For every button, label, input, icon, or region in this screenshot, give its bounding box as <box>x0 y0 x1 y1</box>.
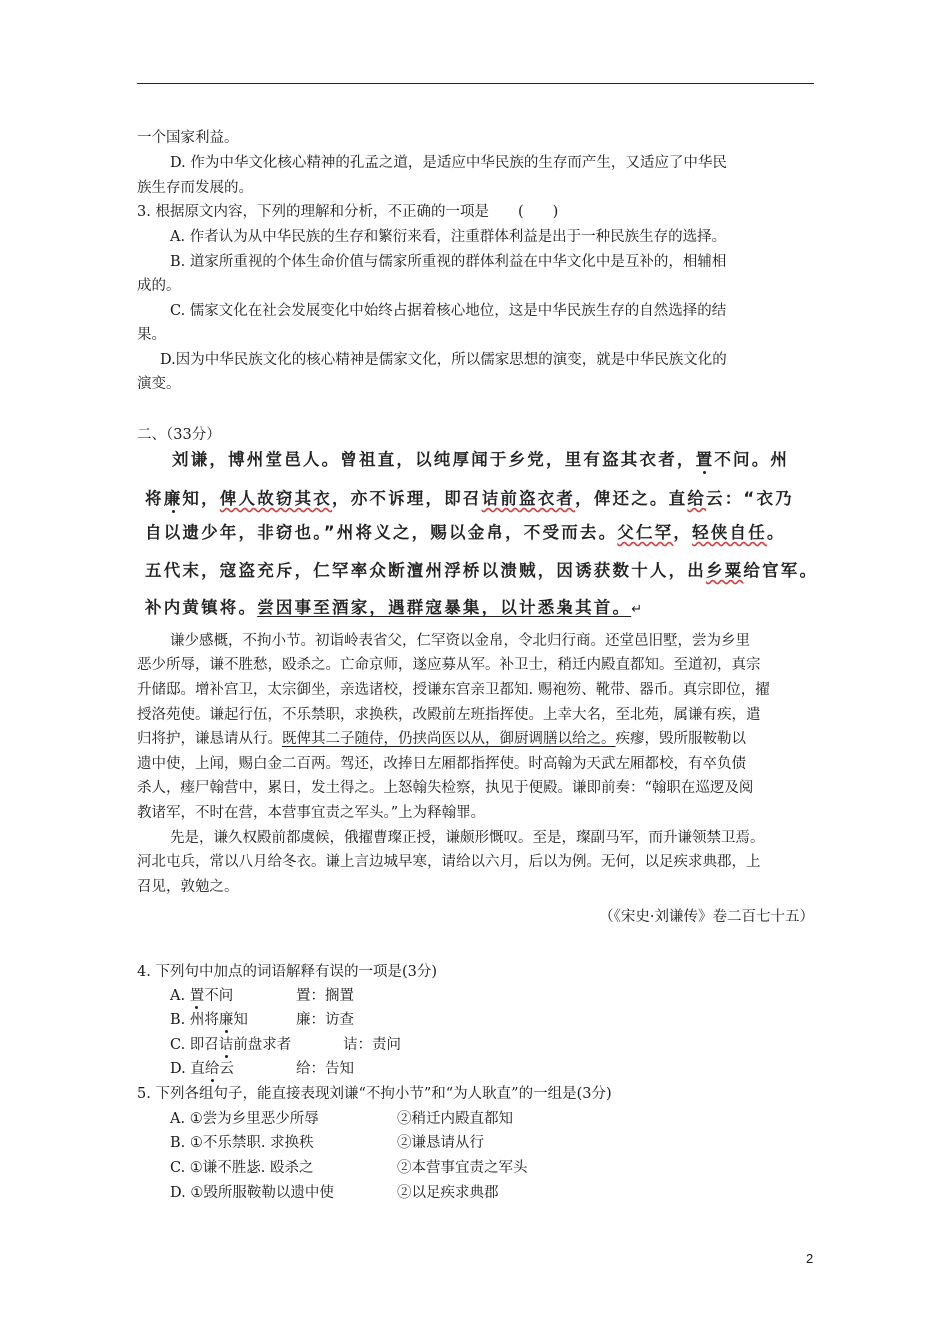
option-phrase <box>190 1037 292 1053</box>
question-3-stem: 3. 根据原文内容，下列的理解和分析，不正确的一项是 ( ) <box>137 204 559 220</box>
handwritten-line-3 <box>145 519 786 543</box>
phrase-text: 不问 <box>204 988 234 1004</box>
para-line: 教诸军，不时在营，本营事宜责之军头。”上为释翰罪。 <box>137 805 486 821</box>
phrase-text: 即召 <box>189 1037 219 1053</box>
q3-option-b: B. 道家所重视的个体生命价值与儒家所重视的群体利益在中华文化中是互补的，相辅相 <box>170 254 727 270</box>
wavy-underline-text: 俾人故窃其衣 <box>219 489 333 508</box>
dotted-char: 诘 <box>218 1037 234 1053</box>
option-right: ②以足疾求典郡 <box>397 1185 499 1201</box>
q4-option-b <box>170 1008 354 1032</box>
hw-text: 。 <box>766 523 786 542</box>
option-label: B. <box>170 1012 186 1028</box>
dotted-char: 置 <box>189 988 205 1004</box>
phrase-text: 直 <box>190 1061 205 1077</box>
q5-option-a <box>170 1107 513 1131</box>
underlined-text: 尝因事至酒家，遇群寇暴集，以计悉枭其首。 <box>257 598 632 617</box>
wavy-underline-text: 父仁罕 <box>617 523 674 542</box>
text-line: 一个国家利益。 <box>137 130 239 146</box>
q3-option-d-cont: 演变。 <box>137 376 181 392</box>
option-right: ②谦恳请从行 <box>397 1135 484 1151</box>
source-citation: （《宋史·刘谦传》卷二百七十五） <box>599 909 814 925</box>
phrase-text: 云 <box>219 1061 234 1077</box>
dotted-char: 置 <box>695 450 715 469</box>
option-gloss: 诘：责问 <box>343 1037 401 1053</box>
para-line <box>137 727 746 751</box>
para-line: 河北屯兵，常以八月给冬衣。谦上言边城早寒，请给以六月，后以为例。无何，以足疾求典郡，上 <box>137 854 761 870</box>
q4-option-a <box>170 984 354 1008</box>
option-gloss: 廉：访查 <box>296 1012 354 1028</box>
page-number: 2 <box>806 1251 814 1266</box>
option-gloss: 给：告知 <box>296 1061 354 1077</box>
question-5-stem: 5. 下列各组句子，能直接表现刘谦“不拘小节”和“为人耿直”的一组是(3分) <box>137 1086 612 1102</box>
header-rule <box>137 83 814 84</box>
dotted-char: 给 <box>204 1061 220 1077</box>
option-label: C. <box>170 1037 186 1053</box>
option-phrase <box>190 1061 234 1077</box>
para-text: 归将护，谦恳请从行。 <box>137 731 282 747</box>
handwritten-line-5 <box>145 594 644 618</box>
q5-option-b <box>170 1131 484 1155</box>
hw-text: ， <box>673 523 693 542</box>
option-label: D. <box>170 1061 186 1077</box>
hw-text: 知， <box>182 489 220 508</box>
option-label: A. <box>170 988 186 1004</box>
option-left: D. ①毁所服鞍勒以遗中使 <box>170 1185 334 1201</box>
return-mark: ↵ <box>631 602 645 617</box>
para-line: 恶少所辱，谦不胜愁，殴杀之。亡命京师，遂应募从军。补卫士，稍迁内殿直都知。至道初，真宗 <box>137 657 761 673</box>
q3-option-a: A. 作者认为从中华民族的生存和繁衍来看，注重群体利益是出于一种民族生存的选择。 <box>170 229 727 245</box>
hw-text: ，俾还之。直 <box>575 489 688 508</box>
underlined-sentence: 既俾其二子随侍，仍挟尚医以从，御厨调膳以给之。 <box>282 731 616 747</box>
hw-text: 五代末，寇盗充斥，仁罕率众断澶州浮桥以溃贼，因诱获数十人，出 <box>145 561 706 580</box>
wavy-underline-text: 给 <box>687 489 707 508</box>
wavy-underline-text: 乡粟 <box>706 561 744 580</box>
hw-text: ，亦不诉理，即召 <box>332 489 482 508</box>
phrase-text: 州将 <box>189 1012 219 1028</box>
handwritten-line-4 <box>145 557 818 581</box>
para-line: 召见，敦勉之。 <box>137 879 239 895</box>
para-line: 谦少感概，不拘小节。初诣岭表省父，仁罕资以金帛，令北归行商。还堂邑旧墅，尝为乡里 <box>170 633 750 649</box>
para-line: 杀人，瘗尸翰营中，累日，发土得之。上怒翰失检察，执见于便殿。谦即前奏：“翰职在巡逻及阅 <box>137 780 754 796</box>
handwritten-line-1 <box>172 446 789 470</box>
option-left: A. ①尝为乡里恶少所辱 <box>170 1111 319 1127</box>
option-left: B. ①不乐禁职. 求换秩 <box>170 1135 314 1151</box>
q5-option-c <box>170 1156 528 1180</box>
hw-text: 自以遗少年，非窃也。”州将义之，赐以金帛，不受而去。 <box>145 523 618 542</box>
hw-text: 给官军。 <box>743 561 819 580</box>
para-line: 遗中使，上闻，赐白金二百两。驾还，改捧日左厢都指挥使。时高翰为天武左厢都校，有卒负债 <box>137 756 746 772</box>
section-heading: 二、（33分） <box>137 427 221 443</box>
phrase-text: 知 <box>233 1012 248 1028</box>
q4-option-c <box>170 1033 401 1057</box>
dotted-char: 廉 <box>163 489 183 508</box>
q5-option-d <box>170 1181 499 1205</box>
option-phrase <box>190 988 234 1004</box>
hw-text: 补内黄镇将。 <box>145 598 258 617</box>
para-line: 授洛苑使。谦起行伍，不乐禁职，求换秩，改殿前左班指挥使。上幸大名，至北苑，属谦有疾，遣 <box>137 707 761 723</box>
option-d-cont: 族生存而发展的。 <box>137 180 253 196</box>
dotted-char: 廉 <box>218 1012 234 1028</box>
hw-text: 将 <box>145 489 164 508</box>
option-right: ②本营事宜责之军头 <box>397 1160 528 1176</box>
option-left: C. ①谦不胜毖. 殴杀之 <box>170 1160 314 1176</box>
q3-option-c-cont: 果。 <box>137 327 166 343</box>
option-gloss: 置：搁置 <box>296 988 354 1004</box>
q3-option-c: C. 儒家文化在社会发展变化中始终占据着核心地位，这是中华民族生存的自然选择的结 <box>170 303 727 319</box>
q4-option-d <box>170 1057 354 1081</box>
option-right: ②稍迁内殿直都知 <box>397 1111 513 1127</box>
para-line: 先是，谦久权殿前都虞候，俄擢曹璨正授，谦颇形慨叹。至是，璨副马军，而升谦领禁卫焉。 <box>170 830 765 846</box>
option-phrase <box>190 1012 248 1028</box>
hw-text: 云：“衣乃 <box>706 489 794 508</box>
para-line: 升储邸。增补宫卫，太宗御坐，亲选诸校，授谦东宫亲卫都知. 赐袍笏、靴带、器币。真宗即位，擢 <box>137 682 770 698</box>
option-d-line: D. 作为中华文化核心精神的孔孟之道，是适应中华民族的生存而产生，又适应了中华民 <box>170 155 727 171</box>
q3-option-b-cont: 成的。 <box>137 278 181 294</box>
hw-text: 不问。州 <box>714 450 790 469</box>
wavy-underline-text: 诘前盗衣者 <box>481 489 576 508</box>
phrase-text: 前盘求者 <box>233 1037 292 1053</box>
q3-option-d: D.因为中华民族文化的核心精神是儒家文化，所以儒家思想的演变，就是中华民族文化的 <box>160 352 727 368</box>
question-4-stem: 4. 下列句中加点的词语解释有误的一项是(3分) <box>137 964 437 980</box>
handwritten-line-2 <box>145 485 794 509</box>
para-text: 疾瘳，毁所服鞍勒以 <box>615 731 746 747</box>
hw-text: 刘谦，博州堂邑人。曾祖直，以纯厚闻于乡党，里有盗其衣者， <box>172 450 696 469</box>
wavy-underline-text: 轻侠自任 <box>692 523 767 542</box>
